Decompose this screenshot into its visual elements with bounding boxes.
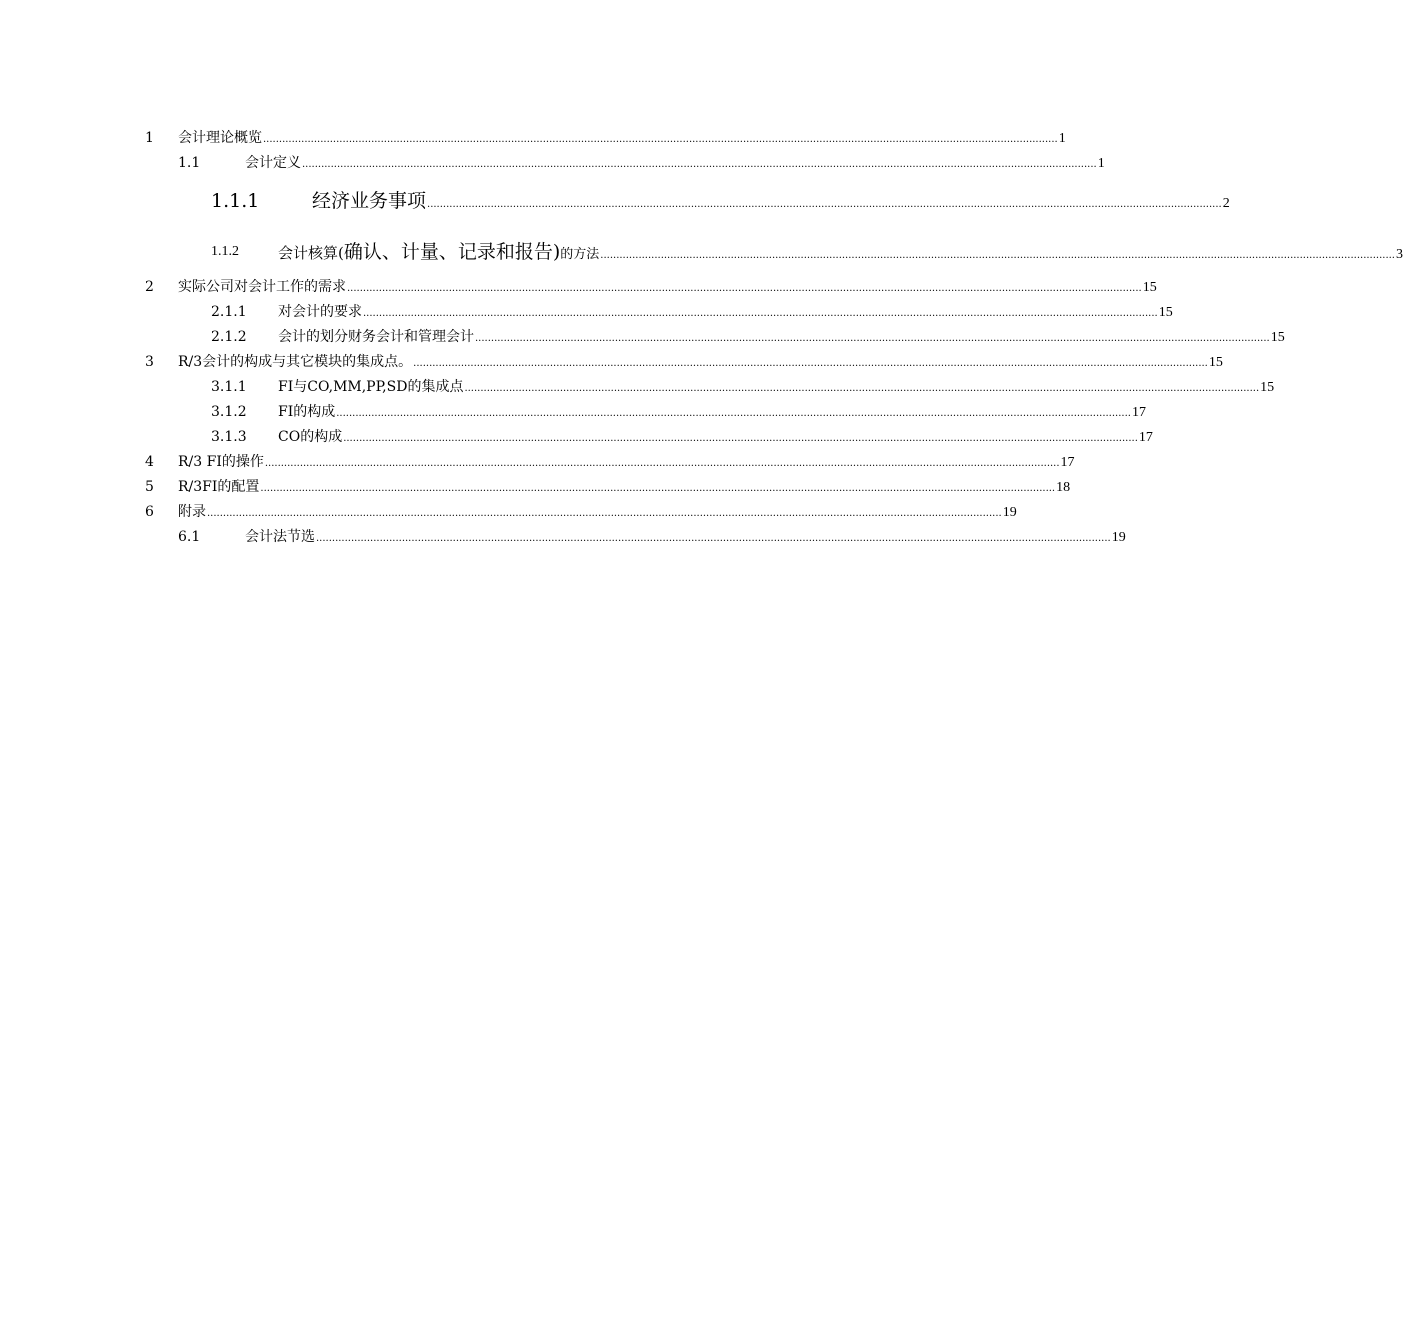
toc-leader-dots: .......................................................................................................................................................................................................................................................... bbox=[343, 433, 1138, 444]
toc-entry-title: 对会计的要求 bbox=[278, 304, 362, 320]
toc-leader-dots: .......................................................................................................................................................................................................................................................... bbox=[464, 383, 1260, 394]
toc-entry-number: 1 bbox=[145, 130, 154, 146]
toc-entry-title: R/3FI的配置 bbox=[178, 479, 260, 495]
toc-entry[interactable] bbox=[0, 426, 1153, 448]
toc-entry-title: 会计核算(确认、计量、记录和报告)的方法 bbox=[278, 241, 600, 263]
toc-entry[interactable] bbox=[0, 152, 1105, 174]
toc-entry-title: CO的构成 bbox=[278, 429, 343, 445]
toc-entry-number: 6 bbox=[145, 504, 154, 520]
toc-entry-title: 会计的划分财务会计和管理会计 bbox=[278, 329, 474, 345]
toc-leader-dots: .......................................................................................................................................................................................................................................................... bbox=[363, 308, 1158, 319]
toc-entry-page: 3 bbox=[1395, 247, 1403, 262]
toc-entry[interactable] bbox=[0, 451, 1075, 473]
toc-entry-page: 15 bbox=[1208, 355, 1223, 370]
toc-leader-dots: .......................................................................................................................................................................................................................................................... bbox=[347, 283, 1142, 294]
toc-entry[interactable] bbox=[0, 326, 1285, 348]
toc-entry-page: 19 bbox=[1002, 505, 1017, 520]
toc-entry-page: 18 bbox=[1056, 480, 1071, 495]
toc-entry-number: 2.1.2 bbox=[211, 329, 247, 345]
toc-entry-number: 2 bbox=[145, 279, 154, 295]
toc-entry-page: 19 bbox=[1111, 530, 1126, 545]
toc-entry[interactable] bbox=[0, 501, 1017, 523]
toc-entry-number: 1.1 bbox=[178, 155, 201, 171]
toc-entry-title: 经济业务事项 bbox=[312, 190, 427, 212]
toc-entry-number: 6.1 bbox=[178, 529, 201, 545]
toc-leader-dots: .......................................................................................................................................................................................................................................................... bbox=[427, 199, 1222, 210]
toc-entry-number: 4 bbox=[145, 454, 154, 470]
toc-entry-number: 3.1.2 bbox=[211, 404, 247, 420]
toc-entry-number: 1.1.2 bbox=[211, 244, 239, 259]
toc-leader-dots: .......................................................................................................................................................................................................................................................... bbox=[600, 250, 1395, 261]
toc-entry[interactable] bbox=[0, 239, 1403, 265]
toc-entry-page: 1 bbox=[1097, 156, 1105, 171]
toc-leader-dots: .......................................................................................................................................................................................................................................................... bbox=[475, 333, 1270, 344]
toc-entry-title: FI的构成 bbox=[278, 404, 336, 420]
toc-entry-number: 3 bbox=[145, 354, 154, 370]
toc-leader-dots: .......................................................................................................................................................................................................................................................... bbox=[207, 508, 1002, 519]
toc-entry-page: 15 bbox=[1260, 380, 1275, 395]
toc-entry-page: 17 bbox=[1060, 455, 1075, 470]
toc-entry-title: 会计法节选 bbox=[245, 529, 315, 545]
toc-leader-dots: .......................................................................................................................................................................................................................................................... bbox=[316, 533, 1111, 544]
toc-leader-dots: .......................................................................................................................................................................................................................................................... bbox=[302, 159, 1097, 170]
toc-leader-dots: .......................................................................................................................................................................................................................................................... bbox=[260, 483, 1056, 494]
toc-entry-title: 附录 bbox=[178, 504, 206, 520]
toc-entry-page: 2 bbox=[1222, 196, 1230, 211]
toc-entry-title: R/3 FI的操作 bbox=[178, 454, 264, 470]
toc-entry[interactable] bbox=[0, 351, 1223, 373]
toc-entry-title: 会计理论概览 bbox=[178, 130, 262, 146]
toc-entry-page: 15 bbox=[1158, 305, 1173, 320]
toc-entry[interactable] bbox=[0, 301, 1173, 323]
toc-entry[interactable] bbox=[0, 276, 1157, 298]
toc-entry[interactable] bbox=[0, 127, 1066, 149]
toc-entry[interactable] bbox=[0, 476, 1071, 498]
toc-entry[interactable] bbox=[0, 526, 1126, 548]
toc-entry[interactable] bbox=[0, 401, 1146, 423]
toc-entry-number: 2.1.1 bbox=[211, 304, 247, 320]
toc-leader-dots: .......................................................................................................................................................................................................................................................... bbox=[263, 134, 1058, 145]
toc-entry-page: 15 bbox=[1142, 280, 1157, 295]
toc-entry-title: 实际公司对会计工作的需求 bbox=[178, 279, 346, 295]
toc-leader-dots: .......................................................................................................................................................................................................................................................... bbox=[264, 458, 1060, 469]
toc-entry[interactable] bbox=[0, 186, 1230, 216]
toc-entry-page: 15 bbox=[1270, 330, 1285, 345]
toc-entry-page: 17 bbox=[1138, 430, 1153, 445]
toc-entry-number: 3.1.3 bbox=[211, 429, 247, 445]
toc-entry-title: FI与CO,MM,PP,SD的集成点 bbox=[278, 379, 464, 395]
toc-leader-dots: .......................................................................................................................................................................................................................................................... bbox=[336, 408, 1131, 419]
toc-entry-page: 1 bbox=[1058, 131, 1066, 146]
toc-entry-number: 5 bbox=[145, 479, 154, 495]
toc-entry[interactable] bbox=[0, 376, 1275, 398]
toc-entry-title: 会计定义 bbox=[245, 155, 301, 171]
toc-entry-page: 17 bbox=[1131, 405, 1146, 420]
toc-entry-number: 1.1.1 bbox=[211, 190, 260, 212]
toc-entry-number: 3.1.1 bbox=[211, 379, 247, 395]
toc-entry-title: R/3会计的构成与其它模块的集成点。 bbox=[178, 354, 413, 370]
toc-leader-dots: .......................................................................................................................................................................................................................................................... bbox=[413, 358, 1208, 369]
